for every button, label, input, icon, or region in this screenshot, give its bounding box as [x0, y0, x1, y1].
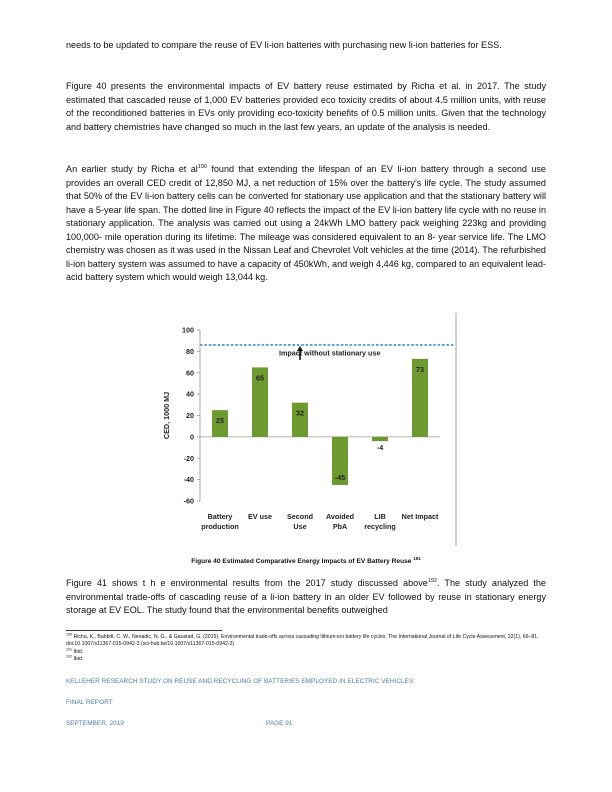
footnote-text: Ibid. — [72, 655, 84, 662]
y-tick-label: 100 — [182, 325, 194, 335]
x-category-label: production — [201, 522, 239, 531]
x-category-label: Battery — [207, 512, 233, 521]
annotation-impact-without-stationary-use: Impact without stationary use — [279, 348, 381, 358]
paragraph-text: An earlier study by Richa et al — [66, 164, 198, 174]
footnote-ref-191[interactable]: 191 — [413, 555, 421, 561]
bar-series — [212, 359, 428, 485]
bar-value-label: 32 — [296, 408, 304, 418]
paragraph-text: . The study analyzed the environmental trade-offs of cascading reuse of a li-ion battery in an older EV followed by reuse in stationary energy storage at EV EOL. The study found that the environmental benefits outweighed — [66, 578, 546, 615]
footer-date: SEPTEMBER, 2019 — [66, 720, 124, 727]
bar-value-label: 65 — [256, 373, 264, 383]
footnote-number: 190 — [66, 632, 72, 637]
footnotes — [66, 634, 546, 663]
footnote-text: Ibid. — [72, 648, 84, 655]
footer-page-number: PAGE 91 — [266, 720, 293, 727]
bar-value-label: 25 — [216, 416, 224, 426]
figure-caption — [0, 555, 612, 565]
paragraph-text: Figure 41 shows t h e environmental results from the 2017 study discussed above — [66, 578, 428, 588]
paragraph-ess-update: needs to be updated to compare the reuse of EV li-ion batteries with purchasing new li-ion batteries for ESS. — [66, 40, 502, 50]
x-category-label: Avoided — [325, 512, 355, 521]
y-tick-label: 20 — [186, 411, 194, 421]
chart-canvas — [158, 311, 460, 548]
x-category-label: Net Impact — [401, 512, 439, 521]
x-category-label: EV use — [248, 512, 272, 521]
caption-text: Figure 40 Estimated Comparative Energy Impacts of EV Battery Reuse — [191, 558, 412, 565]
footnote-text: Richa, K., Babbitt, C. W., Nenadic, N. G., & Gaustad, G. (2015). Environmental trade-offs across cascading lithium-ion battery life cycles. The International Journal of Life Cycle Assessment, 22(1), 66–81. doi:10.1007/s11367-015-0942-3 (sci-hub.tw/10.1007/s11367-015-0942-3) — [66, 634, 539, 648]
y-tick-label: -40 — [183, 475, 194, 485]
footnote-190 — [66, 634, 546, 649]
x-category-label: PbA — [332, 522, 348, 531]
x-category-label: Second — [287, 512, 313, 521]
footnote-192 — [66, 656, 546, 663]
y-tick-label: 0 — [190, 432, 194, 442]
y-tick-label: -60 — [183, 496, 194, 506]
x-category-label: Use — [293, 522, 307, 531]
footnote-separator — [66, 630, 222, 631]
footnote-number: 191 — [66, 646, 72, 651]
footnote-ref-192[interactable]: 192 — [427, 577, 437, 584]
paragraph-figure-40-intro: Figure 40 presents the environmental impacts of EV battery reuse estimated by Richa et al. in 2017. The study estimated that cascaded reuse of 1,000 EV batteries provided eco toxicity credits of about 4.5 million units, with reuse of the reconditioned batteries in EVs only providing eco-toxicity benefits of 0.5 million units. Given that the technology and battery chemistries have changed so much in the last few years, an update of the analysis is needed. — [66, 81, 546, 132]
y-tick-label: 80 — [186, 346, 194, 356]
bar-4 — [372, 437, 388, 441]
paragraph-text: found that extending the lifespan of an EV li-ion battery through a second use provides an overall CED credit of 12,850 MJ, a net reduction of 15% over the battery’s life cycle. The study assumed that 50% of the EV li-ion battery cells can be converted for stationary use application and that the stationary battery will have a 5-year life span. The dotted line in Figure 40 reflects the impact of the EV li-ion battery life cycle with no reuse in stationary application. The analysis was carried out using a 24kWh LMO battery pack weighing 223kg and providing 100,000- mile operation during its lifetime. The mileage was considered equivalent to an 8- year service life. The LMO chemistry was chosen as it was used in the Nissan Leaf and Chevrolet Volt vehicles at the time (2014). The refurbished li-ion battery system was assumed to have a capacity of 450kWh, and weigh 4,446 kg, compared to an equivalent lead-acid battery system which would weigh 13,044 kg. — [66, 164, 546, 282]
x-axis-labels — [201, 512, 439, 531]
footnote-number: 192 — [66, 654, 72, 659]
ced-bar-chart — [158, 311, 460, 548]
bar-value-label: 73 — [416, 364, 424, 374]
bar-value-label: -45 — [334, 472, 346, 482]
paragraph-richa-earlier-study — [66, 163, 546, 285]
footer-final-report: FINAL REPORT — [66, 699, 113, 706]
footnote-ref-190[interactable]: 190 — [197, 163, 207, 170]
bar-value-label: -4 — [376, 443, 384, 453]
y-tick-label: -20 — [183, 453, 194, 463]
paragraph-figure-41-intro — [66, 577, 546, 618]
footer-date-page — [66, 720, 293, 727]
y-axis-title: CED, 1000 MJ — [162, 391, 171, 440]
footer-report-title: KELLEHER RESEARCH STUDY ON REUSE AND RECYCLING OF BATTERIES EMPLOYED IN ELECTRIC VEHICLES — [66, 678, 414, 685]
y-tick-label: 60 — [186, 368, 194, 378]
y-tick-label: 40 — [186, 389, 194, 399]
x-category-label: recycling — [364, 522, 396, 531]
x-category-label: LIB — [374, 512, 386, 521]
